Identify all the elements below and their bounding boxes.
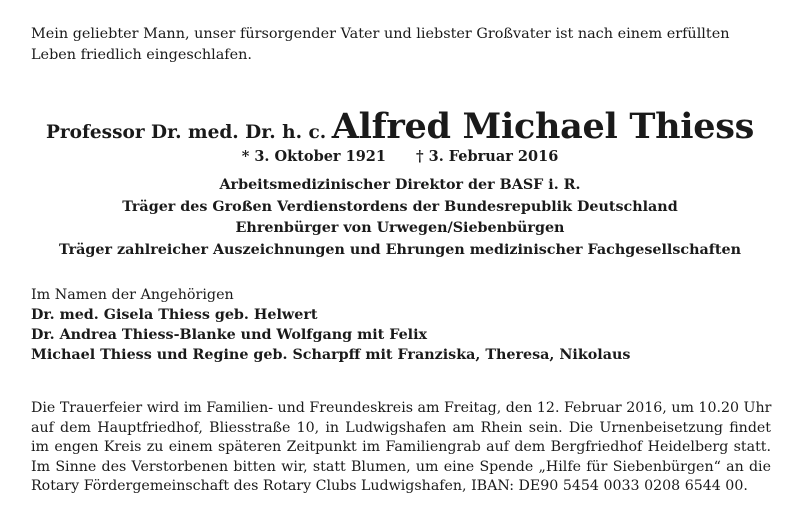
honor-line: Träger zahlreicher Auszeichnungen und Ehrungen medizinischer Fachgesellschaften [58, 241, 741, 258]
deceased-name: Alfred Michael Thiess [331, 106, 755, 147]
intro-line: Mein geliebter Mann, unser fürsorgender Vater und liebster Großvater ist nach einem erfüllten [31, 26, 730, 42]
honor-line: Ehrenbürger von Urwegen/Siebenbürgen [235, 220, 565, 236]
deceased-name-line [0, 106, 800, 147]
family-member: Michael Thiess und Regine geb. Scharpff mit Franziska, Theresa, Nikolaus [31, 347, 631, 363]
family-intro: Im Namen der Angehörigen [31, 287, 234, 303]
notice-line: im engen Kreis zu einem späteren Zeitpunkt im Familiengrab auf dem Bergfriedhof Heidelberg statt. [31, 439, 771, 456]
notice-line: auf dem Hauptfriedhof, Bliesstraße 10, in Ludwigshafen am Rhein sein. Die Urnenbeisetzung findet [31, 419, 771, 436]
notice-line: Im Sinne des Verstorbenen bitten wir, statt Blumen, um eine Spende „Hilfe für Siebenbürgen“ an die [31, 458, 771, 475]
honor-line: Arbeitsmedizinischer Direktor der BASF i. R. [219, 177, 581, 193]
funeral-notice [31, 399, 771, 497]
birth-date: * 3. Oktober 1921 [241, 148, 386, 165]
life-dates [0, 148, 800, 165]
notice-line: Rotary Fördergemeinschaft des Rotary Clubs Ludwigshafen, IBAN: DE90 5454 0033 0208 6544 00. [31, 478, 748, 495]
death-date: † 3. Februar 2016 [415, 148, 559, 165]
family-member: Dr. Andrea Thiess-Blanke und Wolfgang mit Felix [31, 327, 428, 343]
honors-list [0, 175, 800, 261]
family-section [31, 285, 771, 365]
academic-titles: Professor Dr. med. Dr. h. c. [45, 122, 327, 143]
honor-line: Träger des Großen Verdienstordens der Bundesrepublik Deutschland [122, 198, 678, 215]
family-member: Dr. med. Gisela Thiess geb. Helwert [31, 307, 318, 323]
intro-text [31, 24, 771, 66]
intro-line: Leben friedlich eingeschlafen. [31, 47, 252, 63]
notice-line: Die Trauerfeier wird im Familien- und Freundeskreis am Freitag, den 12. Februar 2016, um 10.20 Uhr [31, 400, 772, 416]
